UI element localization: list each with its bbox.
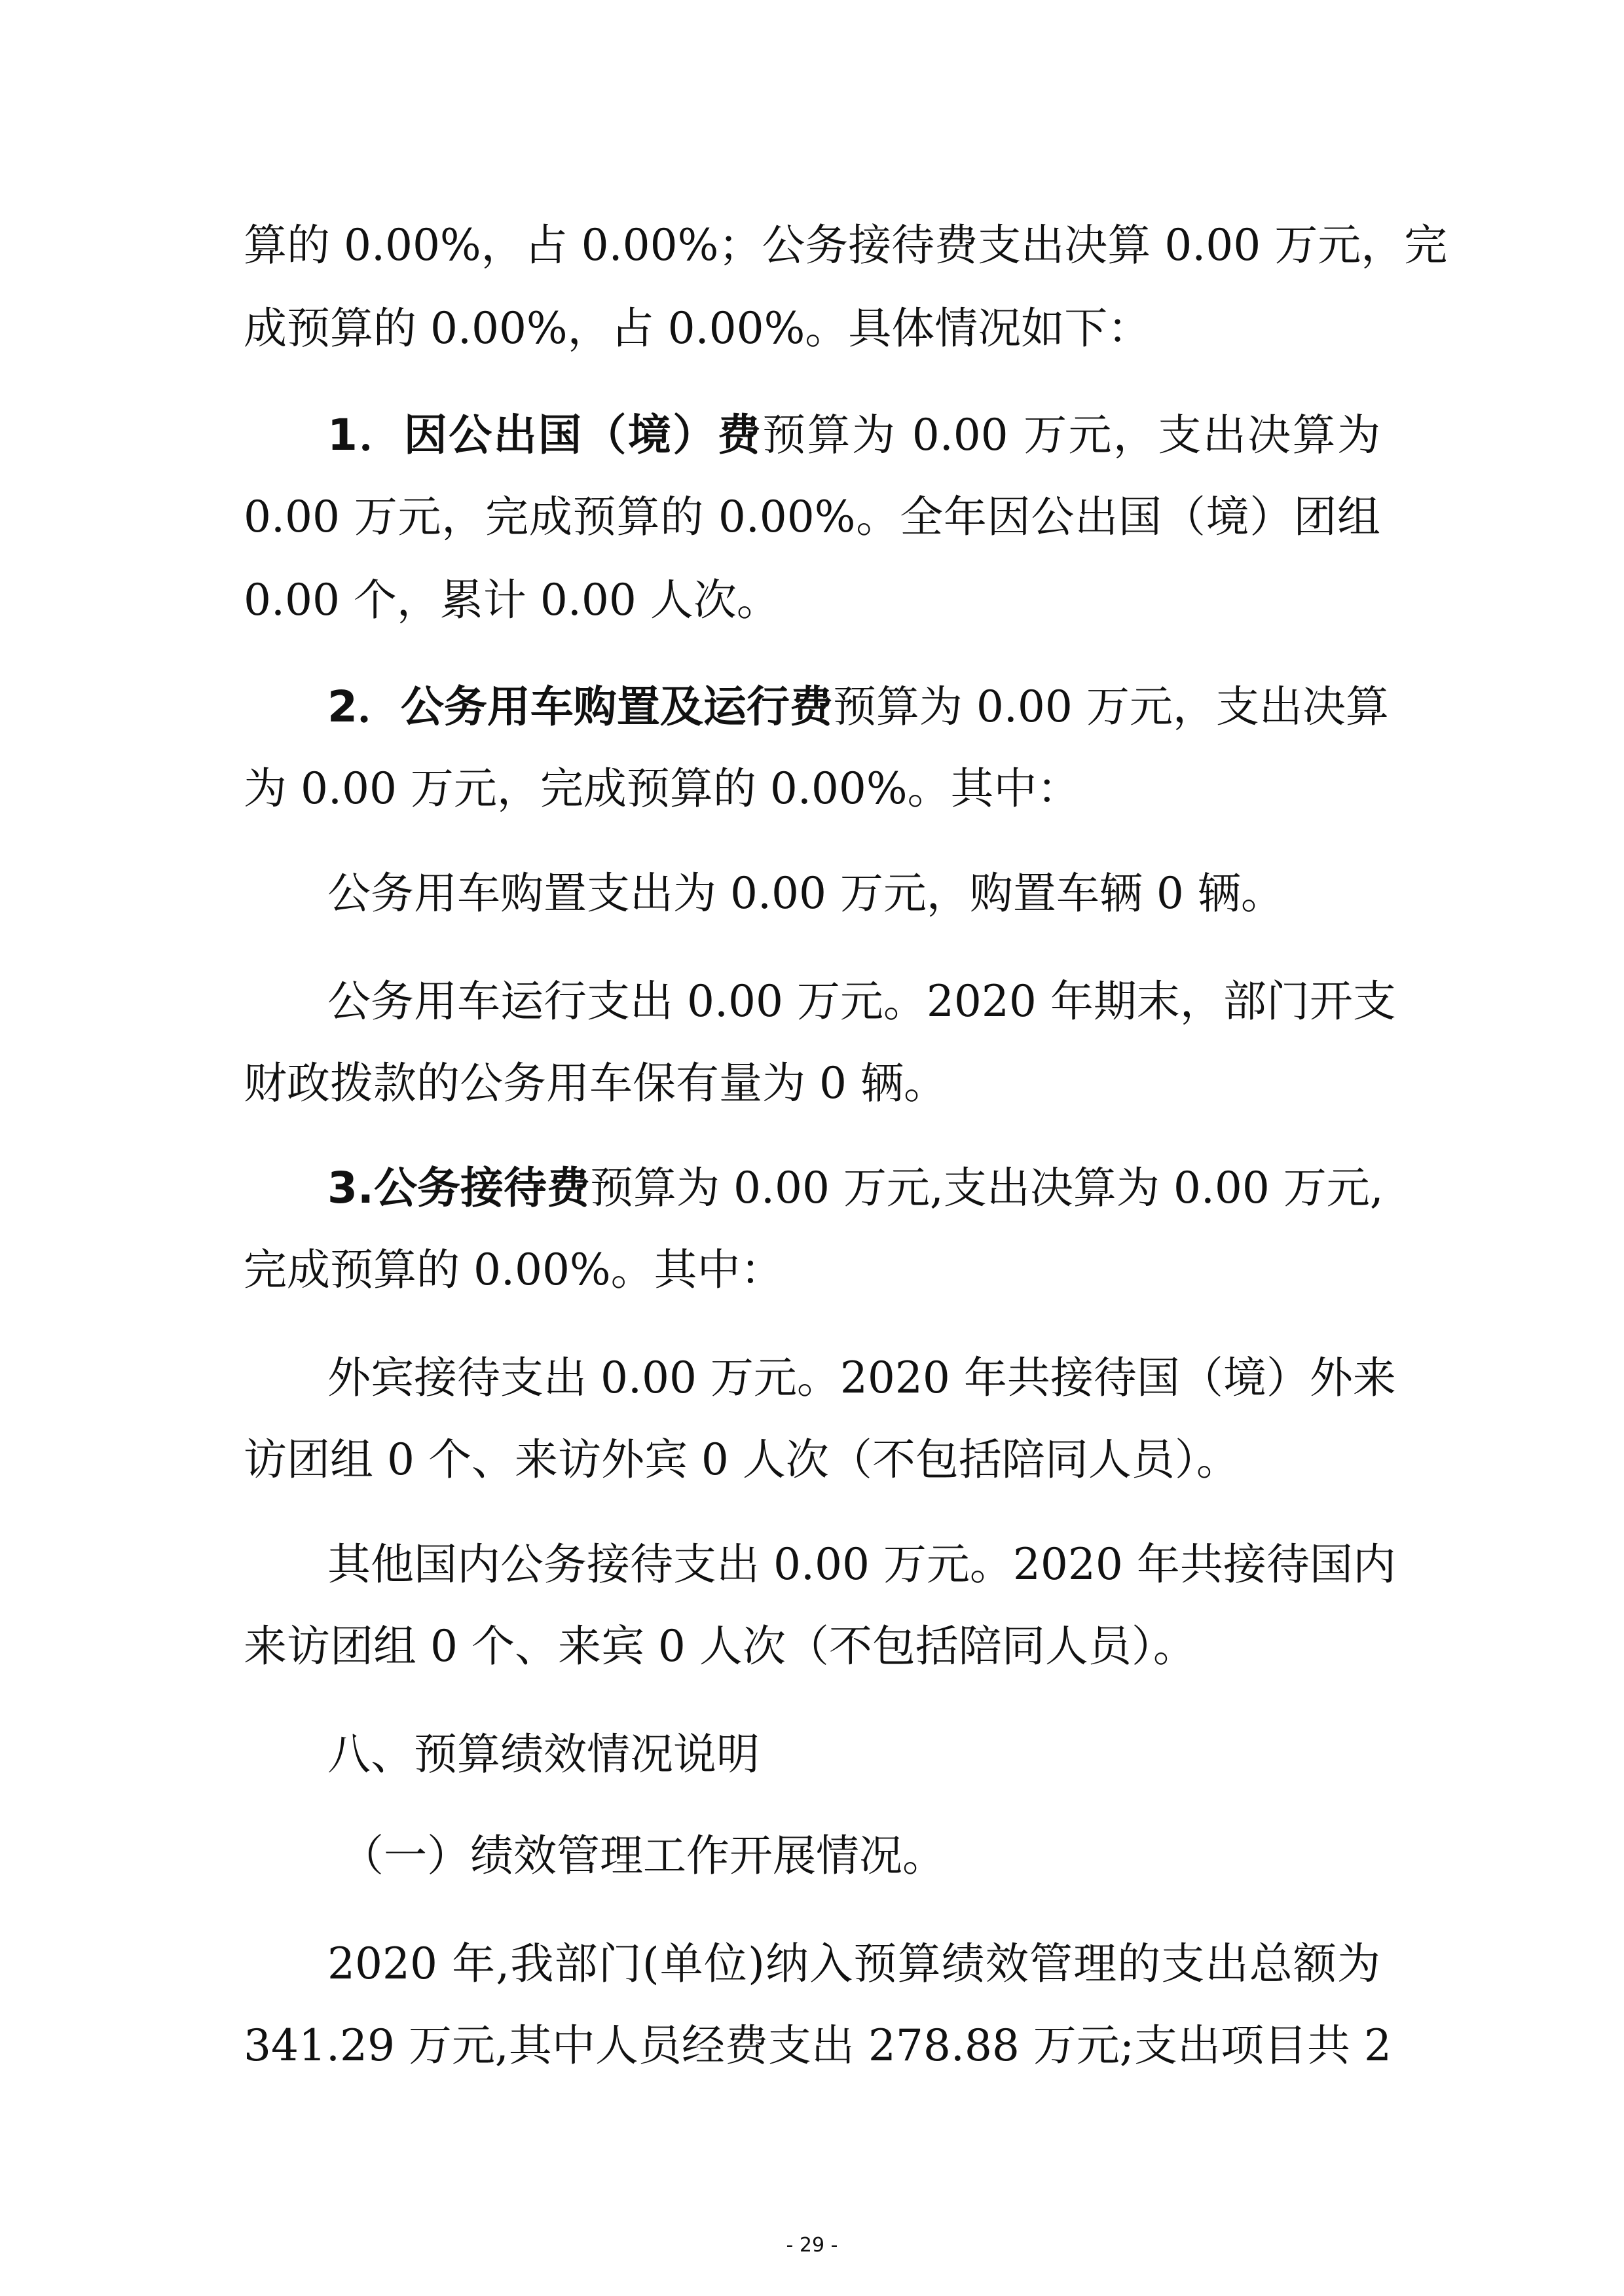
body-text-line: 341.29 万元,其中人员经费支出 278.88 万元;支出项目共 2 [244,2020,1392,2071]
page-number: - 29 - [786,2234,838,2257]
body-text-line: 来访团组 0 个、来宾 0 人次（不包括陪同人员）。 [244,1621,1196,1671]
item-text: 预算为 0.00 万元，支出决算为 [762,410,1380,460]
body-text-line: 其他国内公务接待支出 0.00 万元。2020 年共接待国内 [327,1539,1396,1590]
body-text-line [327,681,1389,733]
item-heading: 1．因公出国（境）费 [327,410,763,460]
subsection-heading: （一）绩效管理工作开展情况。 [341,1831,946,1881]
body-text-line: 财政拨款的公务用车保有量为 0 辆。 [244,1058,947,1108]
body-text-line: 成预算的 0.00%，占 0.00%。具体情况如下： [244,303,1151,354]
section-heading: 八、预算绩效情况说明 [327,1729,760,1779]
item-text: 预算为 0.00 万元，支出决算 [832,682,1389,732]
item-heading: 3.公务接待费 [327,1163,590,1213]
body-text-line: 为 0.00 万元，完成预算的 0.00%。其中： [244,763,1080,814]
body-text-line [327,1162,1384,1214]
item-heading: 2．公务用车购置及运行费 [327,682,833,732]
body-text-line: 0.00 万元，完成预算的 0.00%。全年因公出国（境）团组 [244,492,1380,542]
body-text-line: 访团组 0 个、来访外宾 0 人次（不包括陪同人员）。 [244,1434,1240,1485]
body-text-line: 算的 0.00%，占 0.00%；公务接待费支出决算 0.00 万元，完 [244,220,1448,270]
body-text-line: 0.00 个，累计 0.00 人次。 [244,575,780,625]
body-text-line: 公务用车运行支出 0.00 万元。2020 年期末，部门开支 [327,976,1396,1027]
item-text: 预算为 0.00 万元,支出决算为 0.00 万元, [590,1163,1384,1213]
body-text-line: 外宾接待支出 0.00 万元。2020 年共接待国（境）外来 [327,1353,1396,1403]
body-text-line: 公务用车购置支出为 0.00 万元，购置车辆 0 辆。 [327,868,1284,919]
body-text-line: 完成预算的 0.00%。其中： [244,1245,784,1295]
body-text-line: 2020 年,我部门(单位)纳入预算绩效管理的支出总额为 [327,1939,1380,1989]
body-text-line [327,409,1380,462]
